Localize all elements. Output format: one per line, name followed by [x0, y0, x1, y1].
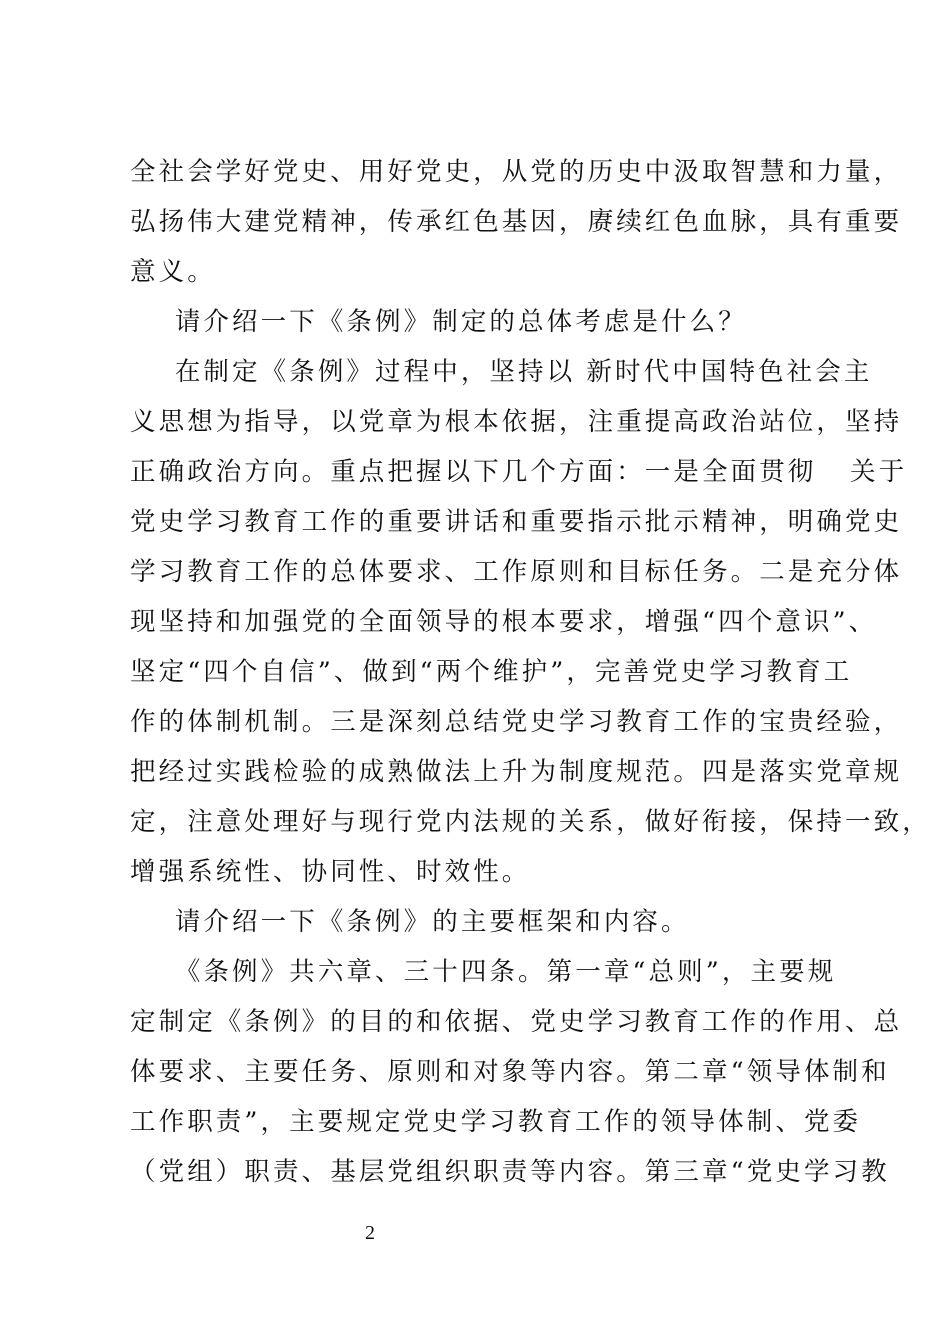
text-line: 坚定“四个自信”、做到“两个维护”，完善党史学习教育工	[130, 657, 853, 687]
text-line: 定，注意处理好与现行党内法规的关系，做好衔接，保持一致，	[130, 807, 931, 837]
text-line: 学习教育工作的总体要求、工作原则和目标任务。二是充分体	[130, 557, 903, 587]
text-line: 《条例》共六章、三十四条。第一章“总则”，主要规	[130, 957, 837, 987]
page-number: 2	[365, 1222, 375, 1244]
text-line: 意义。	[130, 257, 216, 287]
text-line: 体要求、主要任务、原则和对象等内容。第二章“领导体制和	[130, 1057, 890, 1087]
text-line: 作的体制机制。三是深刻总结党史学习教育工作的宝贵经验，	[130, 707, 903, 737]
text-line: 定制定《条例》的目的和依据、党史学习教育工作的作用、总	[130, 1007, 903, 1037]
text-line: 现坚持和加强党的全面领导的根本要求，增强“四个意识”、	[130, 607, 878, 637]
text-line: 全社会学好党史、用好党史，从党的历史中汲取智慧和力量，	[130, 157, 903, 187]
text-line: （党组）职责、基层党组织职责等内容。第三章“党史学习教	[130, 1157, 890, 1187]
text-line: 义思想为指导，以党章为根本依据，注重提高政治站位，坚持	[130, 407, 903, 437]
section-question: 请介绍一下《条例》制定的总体考虑是什么？	[130, 307, 747, 337]
text-line: 弘扬伟大建党精神，传承红色基因，赓续红色血脉，具有重要	[130, 207, 903, 237]
text-line: 工作职责”，主要规定党史学习教育工作的领导体制、党委	[130, 1107, 862, 1137]
text-line: 增强系统性、协同性、时效性。	[130, 857, 531, 887]
section-question: 请介绍一下《条例》的主要框架和内容。	[130, 907, 690, 937]
text-line: 正确政治方向。重点把握以下几个方面：一是全面贯彻 关于	[130, 457, 908, 487]
text-line: 把经过实践检验的成熟做法上升为制度规范。四是落实党章规	[130, 757, 903, 787]
text-line: 在制定《条例》过程中，坚持以 新时代中国特色社会主	[130, 357, 873, 387]
text-line: 党史学习教育工作的重要讲话和重要指示批示精神，明确党史	[130, 507, 903, 537]
